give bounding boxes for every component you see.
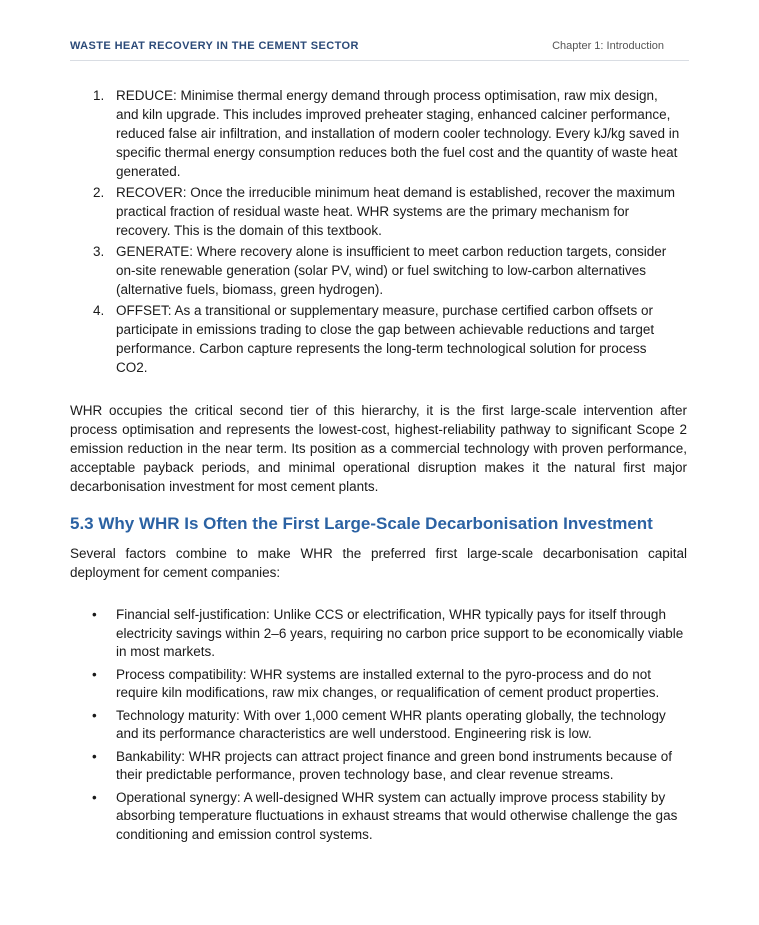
hierarchy-item	[70, 86, 689, 181]
bullet-icon: •	[92, 607, 97, 622]
hierarchy-item	[70, 242, 689, 299]
factor-text: Operational synergy: A well-designed WHR system can actually improve process stability by absorbing temperature fluctuations in exhaust streams that would otherwise challenge the gas conditioning and emission control systems.	[116, 789, 678, 842]
factors-list	[70, 606, 689, 848]
item-number: 3.	[93, 244, 105, 259]
bullet-icon: •	[92, 666, 97, 682]
item-text: GENERATE: Where recovery alone is insufficient to meet carbon reduction targets, consider on-site renewable generation (solar PV, wind) or fuel switching to low-carbon alternatives (alternative fuels, biomass, green hydrogen).	[116, 244, 667, 297]
body-paragraph: WHR occupies the critical second tier of this hierarchy, it is the first large-scale intervention after process optimisation and represents the lowest-cost, highest-reliability pathway to significant Scope 2 emission reduction in the near term. Its position as a commercial technology with proven performance, acceptable payback periods, and minimal operational disruption makes it the natural first major decarbonisation investment for most cement plants.	[70, 403, 687, 494]
item-text: OFFSET: As a transitional or supplementary measure, purchase certified carbon offsets or participate in emissions trading to close the gap between achievable reductions and target performance. Carbon capture represents the long-term technological solution for process CO2.	[116, 303, 655, 375]
factor-item	[70, 707, 689, 744]
factor-item	[70, 606, 689, 662]
section-heading: 5.3 Why WHR Is Often the First Large-Scale Decarbonisation Investment	[70, 514, 653, 533]
factor-text: Financial self-justification: Unlike CCS or electrification, WHR typically pays for itself through electricity savings within 2–6 years, requiring no carbon price support to be economically viable in most markets.	[116, 607, 684, 659]
running-header	[70, 40, 689, 61]
factor-item	[70, 666, 689, 703]
decarbonisation-hierarchy-list	[70, 86, 689, 379]
factor-text: Technology maturity: With over 1,000 cement WHR plants operating globally, the technology and its performance characteristics are well understood. Engineering risk is low.	[116, 707, 666, 741]
section-intro: Several factors combine to make WHR the preferred first large-scale decarbonisation capital deployment for cement companies:	[70, 546, 687, 580]
hierarchy-item	[70, 301, 689, 377]
chapter-label: Chapter 1: Introduction	[552, 40, 664, 52]
factor-item	[70, 748, 689, 785]
hierarchy-item	[70, 183, 689, 240]
item-number: 1.	[93, 88, 105, 103]
item-number: 2.	[93, 185, 105, 200]
bullet-icon: •	[92, 707, 97, 723]
bullet-icon: •	[92, 748, 97, 764]
factor-text: Process compatibility: WHR systems are installed external to the pyro-process and do not require kiln modifications, raw mix changes, or requalification of cement product properties.	[116, 666, 660, 700]
item-text: REDUCE: Minimise thermal energy demand through process optimisation, raw mix design, and kiln upgrade. This includes improved preheater staging, enhanced calciner performance, reduced false air infiltration, and installation of modern cooler technology. Every kJ/kg saved in specific thermal energy consumption reduces both the fuel cost and the quantity of waste heat generated.	[116, 88, 680, 179]
item-number: 4.	[93, 303, 105, 318]
book-title: WASTE HEAT RECOVERY IN THE CEMENT SECTOR	[70, 40, 359, 52]
factor-item	[70, 789, 689, 845]
factor-text: Bankability: WHR projects can attract project finance and green bond instruments because of their predictable performance, proven technology base, and clear revenue streams.	[116, 748, 673, 782]
bullet-icon: •	[92, 789, 97, 805]
item-text: RECOVER: Once the irreducible minimum heat demand is established, recover the maximum practical fraction of residual waste heat. WHR systems are the primary mechanism for recovery. This is the domain of this textbook.	[116, 185, 675, 238]
